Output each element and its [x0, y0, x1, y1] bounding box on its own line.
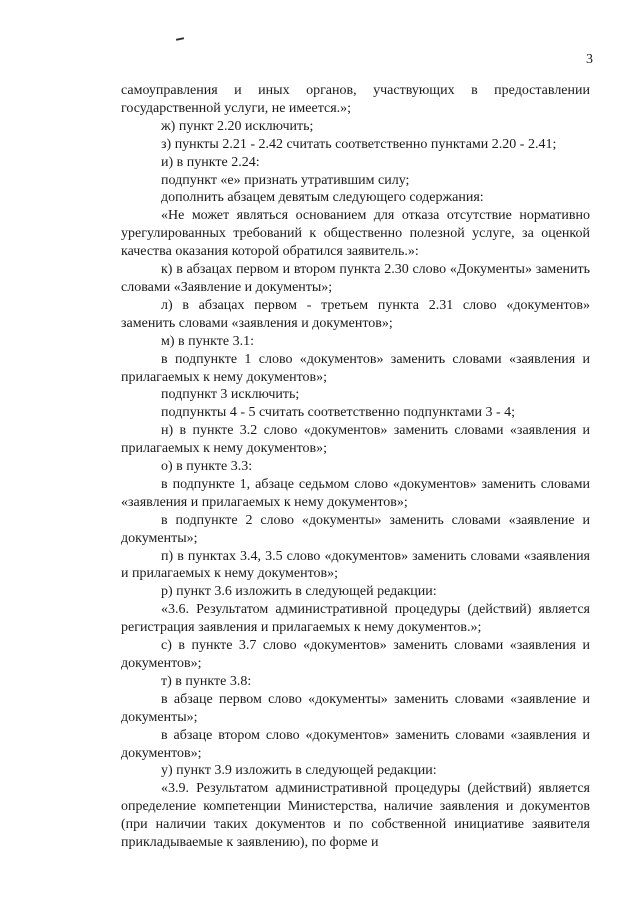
document-paragraph: в подпункте 1, абзаце седьмом слово «документов» заменить словами «заявления и прилагаемых к нему документов»; [121, 476, 590, 510]
document-paragraph: с) в пункте 3.7 слово «документов» заменить словами «заявления и документов»; [121, 638, 590, 671]
document-paragraph: «3.6. Результатом административной процедуры (действий) является регистрация заявления и прилагаемых к нему документов.»; [121, 602, 590, 636]
document-paragraph: в подпункте 1 слово «документов» заменить словами «заявления и прилагаемых к нему документов»; [121, 351, 590, 385]
document-paragraph: в абзаце втором слово «документов» заменить словами «заявления и документов»; [121, 727, 590, 761]
document-paragraph: р) пункт 3.6 изложить в следующей редакции: [161, 584, 437, 600]
page-number: 3 [586, 52, 593, 67]
document-paragraph: в абзаце первом слово «документы» заменить словами «заявление и документы»; [121, 691, 590, 725]
scan-artifact-mark [176, 37, 184, 41]
document-paragraph: «Не может являться основанием для отказа отсутствие нормативно урегулированных требований к общественно полезной услуге, за оценкой качества оказания которой обратился заявитель.»: [121, 208, 590, 260]
document-paragraph: подпункт «е» признать утратившим силу; [161, 172, 410, 188]
document-paragraph: у) пункт 3.9 изложить в следующей редакции: [161, 763, 437, 779]
document-paragraph: м) в пункте 3.1: [161, 333, 254, 349]
document-paragraph: в подпункте 2 слово «документы» заменить словами «заявление и документы»; [121, 512, 590, 546]
document-paragraph: самоуправления и иных органов, участвующих в предоставлении государственной услуги, не имеется.»; [121, 83, 590, 116]
document-paragraph: л) в абзацах первом - третьем пункта 2.31 слово «документов» заменить словами «заявления и документов»; [121, 297, 590, 331]
document-paragraph: «3.9. Результатом административной процедуры (действий) является определение компетенции Министерства, наличие заявления и документов (при наличии таких документов и по собственной инициативе заявителя прикладываемые к заявлению), по форме и [121, 781, 590, 851]
document-paragraph: н) в пункте 3.2 слово «документов» заменить словами «заявления и прилагаемых к нему документов»; [121, 423, 590, 457]
document-paragraph: подпункты 4 - 5 считать соответственно подпунктами 3 - 4; [161, 405, 516, 421]
document-paragraph: з) пункты 2.21 - 2.42 считать соответственно пунктами 2.20 - 2.41; [161, 136, 557, 152]
document-body [121, 82, 590, 852]
document-paragraph: п) в пунктах 3.4, 3.5 слово «документов» заменить словами «заявления и прилагаемых к нему документов»; [121, 548, 590, 582]
document-paragraph: ж) пункт 2.20 исключить; [161, 118, 314, 134]
document-paragraph: подпункт 3 исключить; [161, 387, 300, 403]
document-paragraph: дополнить абзацем девятым следующего содержания: [161, 190, 484, 206]
document-paragraph: т) в пункте 3.8: [161, 673, 252, 689]
document-paragraph: и) в пункте 2.24: [161, 154, 260, 170]
document-paragraph: о) в пункте 3.3: [161, 459, 253, 475]
document-paragraph: к) в абзацах первом и втором пункта 2.30 слово «Документы» заменить словами «Заявление и документы»; [121, 262, 590, 295]
